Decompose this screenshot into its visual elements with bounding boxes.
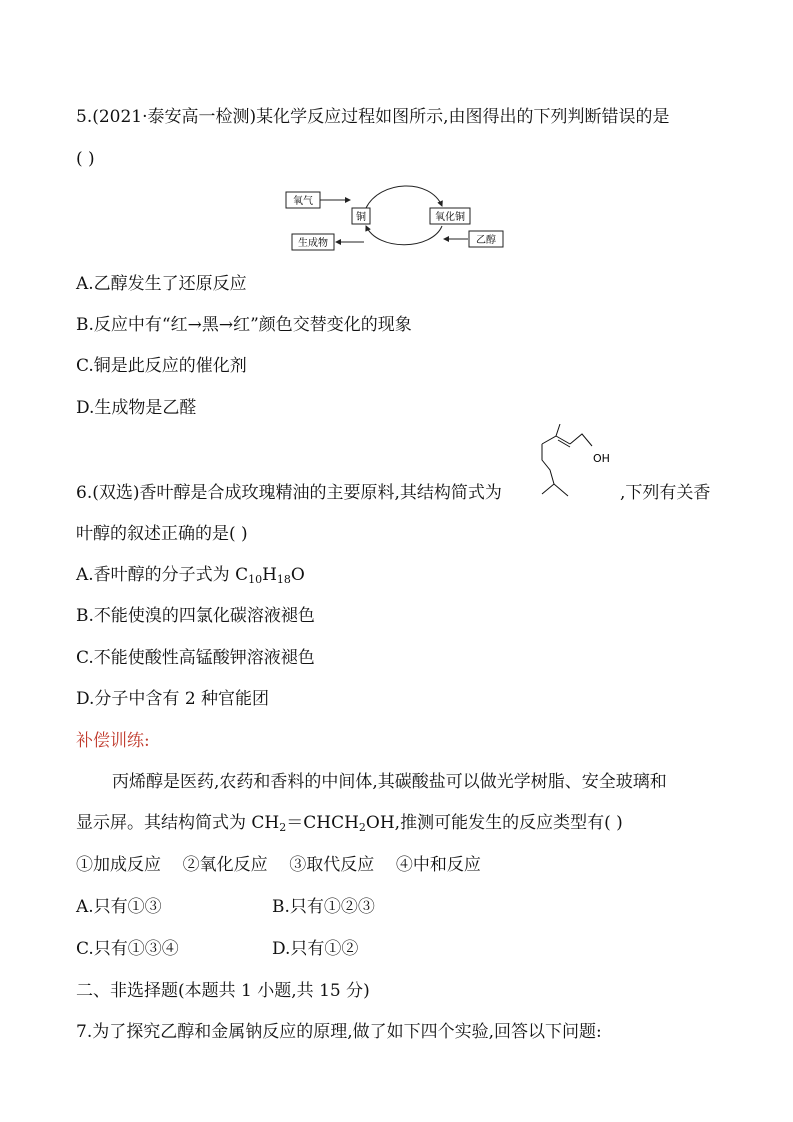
supplement-option-c: C.只有①③④ (76, 939, 179, 959)
subscript: 2 (358, 821, 366, 834)
label-product: 生成物 (298, 238, 328, 249)
q6-option-a (76, 564, 305, 586)
section-heading: 二、非选择题(本题共 1 小题,共 15 分) (76, 981, 370, 1001)
q5-option-c: C.铜是此反应的催化剂 (76, 356, 247, 376)
q6-option-d: D.分子中含有 2 种官能团 (76, 689, 270, 709)
label-ethanol: 乙醇 (476, 235, 496, 246)
q6-option-b: B.不能使溴的四氯化碳溶液褪色 (76, 606, 315, 626)
supplement-paragraph-line1: 丙烯醇是医药,农药和香料的中间体,其碳酸盐可以做光学树脂、安全玻璃和 (112, 772, 667, 792)
supplement-paragraph-line2 (76, 812, 623, 834)
q5-option-a: A.乙醇发生了还原反应 (76, 274, 247, 294)
q5-stem: 5.(2021·泰安高一检测)某化学反应过程如图所示,由图得出的下列判断错误的是 (76, 107, 670, 127)
q6-option-a-text: A.香叶醇的分子式为 C (76, 565, 249, 585)
label-copper: 铜 (356, 212, 366, 223)
label-oxygen: 氧气 (293, 196, 313, 207)
q7-stem: 7.为了探究乙醇和金属钠反应的原理,做了如下四个实验,回答以下问题: (76, 1022, 602, 1042)
reaction-types: ①加成反应 ②氧化反应 ③取代反应 ④中和反应 (76, 855, 481, 875)
formula-text: ＝CHCH (286, 813, 359, 833)
supplement-option-d: D.只有①② (272, 939, 359, 959)
subscript: 10 (248, 573, 263, 586)
supplement-heading: 补偿训练: (76, 731, 150, 751)
q6-option-a-text: O (290, 565, 305, 585)
q5-answer-paren: ( ) (76, 149, 95, 169)
q6-stem-part2: ,下列有关香 (620, 483, 711, 503)
supplement-option-b: B.只有①②③ (272, 897, 375, 917)
formula-text: OH,推测可能发生的反应类型有( ) (365, 813, 623, 833)
formula-text: 显示屏。其结构简式为 CH (76, 813, 280, 833)
label-copper-oxide: 氧化铜 (435, 212, 465, 223)
copper-cycle-diagram (280, 176, 510, 254)
subscript: 18 (276, 573, 291, 586)
geraniol-structure (536, 424, 616, 504)
q5-option-d: D.生成物是乙醛 (76, 398, 197, 418)
subscript: 2 (279, 821, 287, 834)
q6-option-c: C.不能使酸性高锰酸钾溶液褪色 (76, 648, 315, 668)
q5-option-b: B.反应中有“红→黑→红”颜色交替变化的现象 (76, 315, 412, 335)
q6-stem-line2: 叶醇的叙述正确的是( ) (76, 524, 248, 544)
q6-option-a-text: H (262, 565, 277, 585)
q6-stem-part1: 6.(双选)香叶醇是合成玫瑰精油的主要原料,其结构简式为 (76, 483, 502, 503)
supplement-option-a: A.只有①③ (76, 897, 162, 917)
structure-oh-label: OH (593, 452, 610, 465)
